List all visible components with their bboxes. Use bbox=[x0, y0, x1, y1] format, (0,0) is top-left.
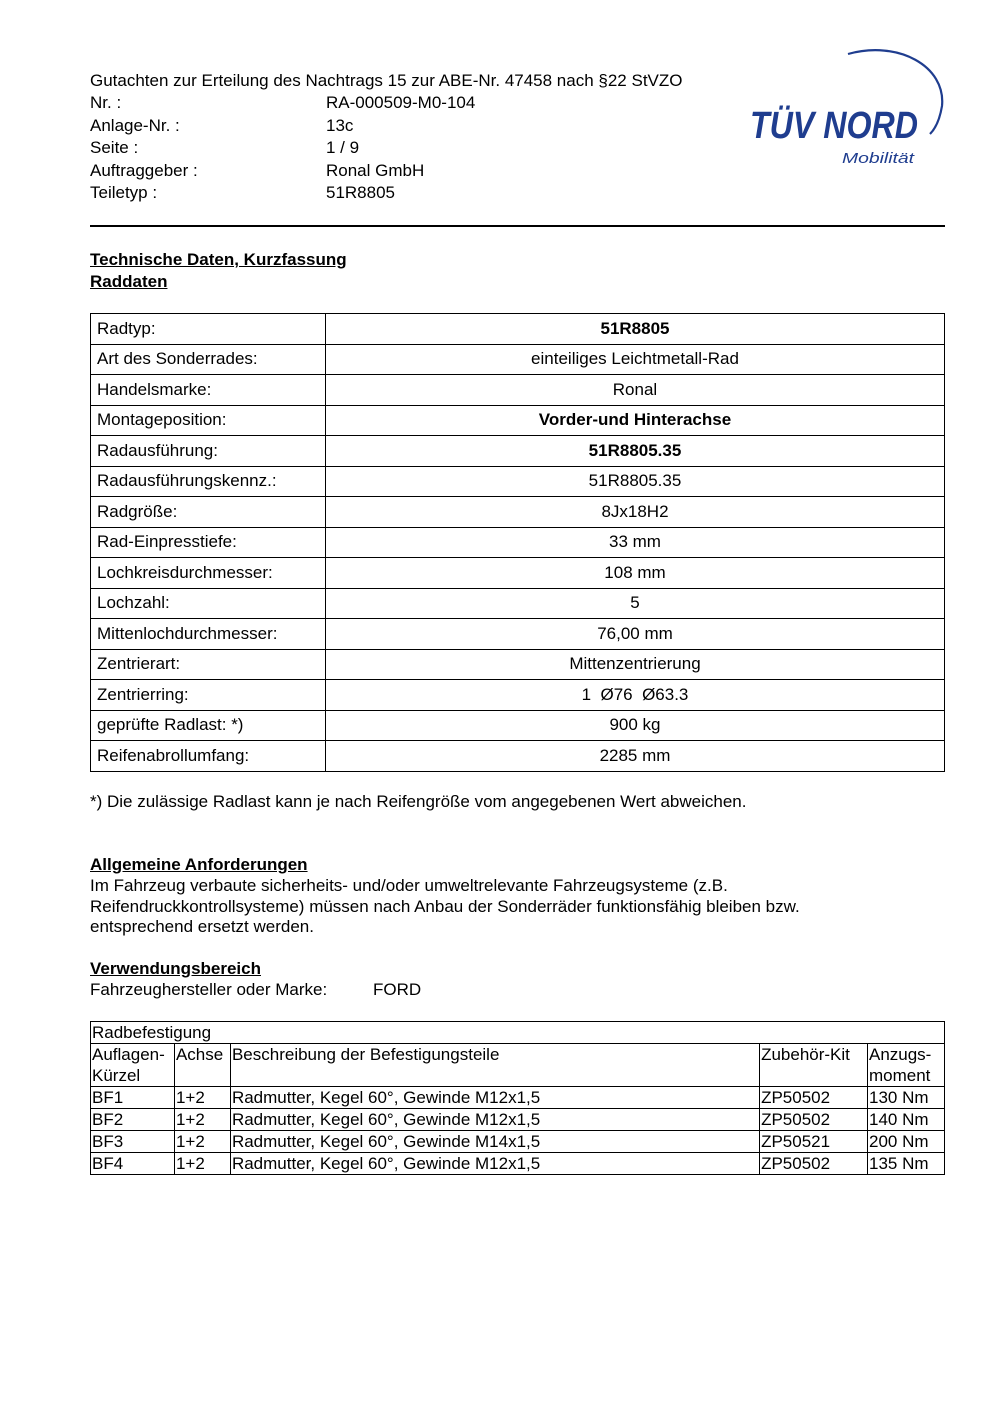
header-label: Teiletyp : bbox=[90, 183, 158, 203]
fixing-torque: 140 Nm bbox=[867, 1109, 944, 1131]
wheel-data-body bbox=[91, 314, 945, 772]
document-title: Gutachten zur Erteilung des Nachtrags 15 zur ABE-Nr. 47458 nach §22 StVZO bbox=[90, 71, 683, 90]
fixing-axle: 1+2 bbox=[174, 1109, 230, 1131]
footnote: *) Die zulässige Radlast kann je nach Reifengröße vom angegebenen Wert abweichen. bbox=[90, 792, 747, 811]
logo-wordmark: TÜV NORD bbox=[750, 105, 948, 147]
header-divider bbox=[90, 225, 945, 227]
tuv-nord-logo bbox=[748, 46, 948, 171]
technical-data-section bbox=[90, 249, 347, 293]
header-row-anlage bbox=[90, 115, 683, 137]
fixing-code: BF2 bbox=[91, 1109, 175, 1131]
header-torque-line1: Anzugs- bbox=[868, 1045, 932, 1064]
table-row bbox=[91, 680, 945, 711]
table-header-row bbox=[91, 1044, 945, 1087]
spec-label: Lochzahl: bbox=[91, 588, 326, 619]
table-row bbox=[91, 314, 945, 345]
header-row-seite bbox=[90, 137, 683, 159]
table-row bbox=[91, 588, 945, 619]
fixing-description: Radmutter, Kegel 60°, Gewinde M14x1,5 bbox=[230, 1131, 759, 1153]
table-row bbox=[91, 436, 945, 467]
spec-value: 51R8805.35 bbox=[326, 436, 945, 467]
table-row bbox=[91, 466, 945, 497]
spec-label: Radtyp: bbox=[91, 314, 326, 345]
header-label: Nr. : bbox=[90, 93, 122, 113]
spec-label: Radausführungskennz.: bbox=[91, 466, 326, 497]
paragraph-line: entsprechend ersetzt werden. bbox=[90, 917, 314, 937]
table-row bbox=[91, 1153, 945, 1175]
spec-value: 5 bbox=[326, 588, 945, 619]
header-label: Auftraggeber : bbox=[90, 160, 198, 180]
table-row bbox=[91, 710, 945, 741]
wheel-data-table bbox=[90, 313, 945, 772]
table-row bbox=[91, 558, 945, 589]
table-row bbox=[91, 405, 945, 436]
fixing-torque: 200 Nm bbox=[867, 1131, 944, 1153]
vehicle-maker-label: Fahrzeughersteller oder Marke: bbox=[90, 980, 328, 999]
table-row bbox=[91, 527, 945, 558]
fixing-kit: ZP50502 bbox=[760, 1109, 868, 1131]
spec-value: 76,00 mm bbox=[326, 619, 945, 650]
section-heading: Verwendungsbereich bbox=[90, 959, 261, 978]
application-range-section bbox=[90, 958, 421, 1000]
fixing-axle: 1+2 bbox=[174, 1153, 230, 1175]
paragraph-line: Reifendruckkontrollsysteme) müssen nach Anbau der Sonderräder funktionsfähig bleiben bzw. bbox=[90, 896, 800, 916]
fixing-description: Radmutter, Kegel 60°, Gewinde M12x1,5 bbox=[230, 1109, 759, 1131]
header-value: Ronal GmbH bbox=[326, 160, 425, 180]
wheel-fixing-table bbox=[90, 1021, 945, 1175]
section-heading: Allgemeine Anforderungen bbox=[90, 855, 308, 874]
fixing-torque: 130 Nm bbox=[867, 1087, 944, 1109]
spec-label: Lochkreisdurchmesser: bbox=[91, 558, 326, 589]
table-title-row bbox=[91, 1022, 945, 1044]
section-heading: Technische Daten, Kurzfassung bbox=[90, 250, 347, 269]
header-value: 1 / 9 bbox=[326, 138, 360, 158]
header-row-auftraggeber bbox=[90, 160, 683, 182]
header-torque bbox=[867, 1044, 944, 1087]
table-row bbox=[91, 619, 945, 650]
header-axle: Achse bbox=[174, 1044, 230, 1087]
logo-subtitle: Mobilität bbox=[842, 150, 916, 167]
spec-label: Zentrierring: bbox=[91, 680, 326, 711]
header-code-line2: Kürzel bbox=[92, 1066, 141, 1085]
fixing-code: BF1 bbox=[91, 1087, 175, 1109]
spec-label: Montageposition: bbox=[91, 405, 326, 436]
fixing-description: Radmutter, Kegel 60°, Gewinde M12x1,5 bbox=[230, 1087, 759, 1109]
table-row bbox=[91, 1087, 945, 1109]
header-value: RA-000509-M0-104 bbox=[326, 93, 476, 113]
section-subheading: Raddaten bbox=[90, 272, 168, 291]
spec-value: 900 kg bbox=[326, 710, 945, 741]
header-label: Anlage-Nr. : bbox=[90, 115, 180, 135]
spec-value: Ronal bbox=[326, 375, 945, 406]
spec-value: 1 Ø76 Ø63.3 bbox=[326, 680, 945, 711]
spec-value: 8Jx18H2 bbox=[326, 497, 945, 528]
general-requirements-section bbox=[90, 855, 950, 938]
header-code bbox=[91, 1044, 175, 1087]
header-label: Seite : bbox=[90, 138, 139, 158]
document-header bbox=[90, 70, 683, 204]
header-value: 51R8805 bbox=[326, 183, 396, 203]
spec-label: geprüfte Radlast: *) bbox=[91, 710, 326, 741]
table-row bbox=[91, 1109, 945, 1131]
fixing-code: BF3 bbox=[91, 1131, 175, 1153]
table-row bbox=[91, 649, 945, 680]
header-row-teiletyp bbox=[90, 182, 683, 204]
header-kit: Zubehör-Kit bbox=[760, 1044, 868, 1087]
vehicle-maker-row bbox=[90, 979, 421, 1000]
spec-value: 2285 mm bbox=[326, 741, 945, 772]
header-value: 13c bbox=[326, 115, 354, 135]
fixing-torque: 135 Nm bbox=[867, 1153, 944, 1175]
spec-label: Mittenlochdurchmesser: bbox=[91, 619, 326, 650]
spec-label: Reifenabrollumfang: bbox=[91, 741, 326, 772]
fixing-kit: ZP50502 bbox=[760, 1087, 868, 1109]
vehicle-maker-value: FORD bbox=[373, 980, 422, 999]
table-row bbox=[91, 497, 945, 528]
fixing-kit: ZP50521 bbox=[760, 1131, 868, 1153]
fixing-code: BF4 bbox=[91, 1153, 175, 1175]
header-description: Beschreibung der Befestigungsteile bbox=[230, 1044, 759, 1087]
header-code-line1: Auflagen- bbox=[92, 1045, 165, 1064]
spec-value: 51R8805.35 bbox=[326, 466, 945, 497]
spec-label: Handelsmarke: bbox=[91, 375, 326, 406]
spec-label: Art des Sonderrades: bbox=[91, 344, 326, 375]
spec-value: einteiliges Leichtmetall-Rad bbox=[326, 344, 945, 375]
fixing-axle: 1+2 bbox=[174, 1087, 230, 1109]
spec-label: Radausführung: bbox=[91, 436, 326, 467]
spec-value: Mittenzentrierung bbox=[326, 649, 945, 680]
wheel-fixing-body bbox=[91, 1022, 945, 1175]
spec-label: Rad-Einpresstiefe: bbox=[91, 527, 326, 558]
fixing-description: Radmutter, Kegel 60°, Gewinde M12x1,5 bbox=[230, 1153, 759, 1175]
table-row bbox=[91, 741, 945, 772]
spec-value: Vorder-und Hinterachse bbox=[326, 405, 945, 436]
spec-value: 108 mm bbox=[326, 558, 945, 589]
header-row-nr bbox=[90, 92, 683, 114]
table-row bbox=[91, 344, 945, 375]
fixing-kit: ZP50502 bbox=[760, 1153, 868, 1175]
spec-value: 33 mm bbox=[326, 527, 945, 558]
table-title: Radbefestigung bbox=[91, 1022, 945, 1044]
header-torque-line2: moment bbox=[868, 1066, 931, 1085]
table-row bbox=[91, 1131, 945, 1153]
spec-label: Radgröße: bbox=[91, 497, 326, 528]
spec-label: Zentrierart: bbox=[91, 649, 326, 680]
spec-value: 51R8805 bbox=[326, 314, 945, 345]
table-row bbox=[91, 375, 945, 406]
paragraph-line: Im Fahrzeug verbaute sicherheits- und/oder umweltrelevante Fahrzeugsysteme (z.B. bbox=[90, 875, 728, 895]
fixing-axle: 1+2 bbox=[174, 1131, 230, 1153]
